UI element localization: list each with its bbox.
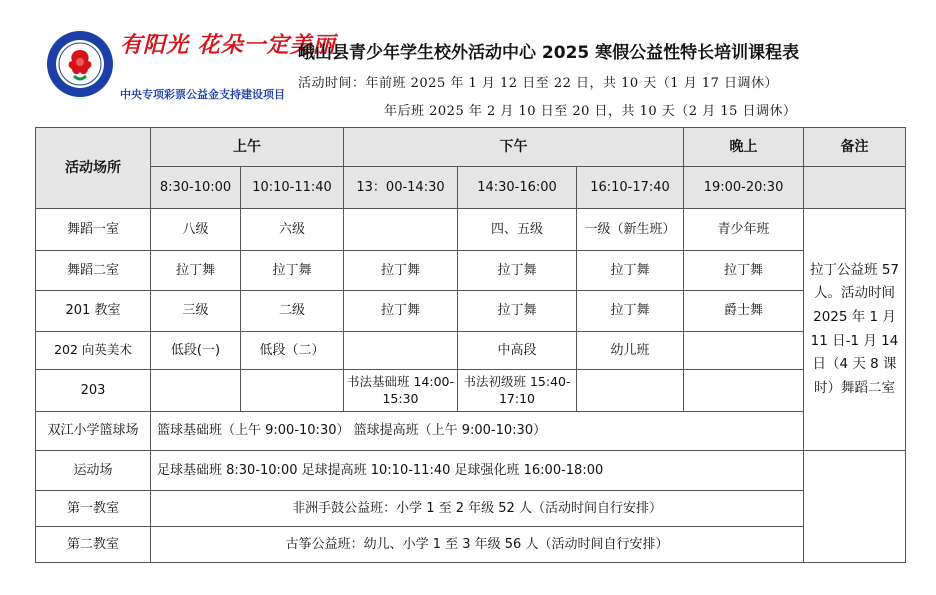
time-slot: 8:30-10:00 [151, 167, 241, 209]
class-cell: 低段(一) [151, 332, 241, 370]
venue-cell: 舞蹈二室 [36, 251, 151, 291]
class-cell: 拉丁舞 [344, 251, 458, 291]
class-cell [577, 370, 684, 412]
class-cell: 拉丁舞 [577, 291, 684, 332]
class-cell [344, 209, 458, 251]
class-cell [241, 370, 344, 412]
venue-cell: 202 向英美术 [36, 332, 151, 370]
class-cell: 三级 [151, 291, 241, 332]
schedule-table [35, 127, 906, 563]
class-cell: 青少年班 [684, 209, 804, 251]
table-row [36, 491, 906, 527]
venue-cell: 运动场 [36, 451, 151, 491]
venue-cell: 舞蹈一室 [36, 209, 151, 251]
activity-time-line-2: 年后班 2025 年 2 月 10 日至 20 日，共 10 天（2 月 15 日调休） [384, 104, 797, 119]
slogan: 有阳光 花朵一定美丽 [120, 33, 336, 58]
wide-class-cell: 非洲手鼓公益班：小学 1 至 2 年级 52 人（活动时间自行安排） [151, 491, 804, 527]
venue-header: 活动场所 [36, 128, 151, 209]
venue-cell: 203 [36, 370, 151, 412]
class-cell: 四、五级 [458, 209, 577, 251]
class-cell: 拉丁舞 [344, 291, 458, 332]
class-cell: 二级 [241, 291, 344, 332]
morning-header: 上午 [151, 128, 344, 167]
class-cell [344, 332, 458, 370]
venue-cell: 第二教室 [36, 527, 151, 563]
class-cell: 拉丁舞 [577, 251, 684, 291]
class-cell [684, 370, 804, 412]
class-cell: 爵士舞 [684, 291, 804, 332]
class-cell: 低段（二） [241, 332, 344, 370]
wide-class-cell: 古筝公益班：幼儿、小学 1 至 3 年级 56 人（活动时间自行安排） [151, 527, 804, 563]
venue-cell: 201 教室 [36, 291, 151, 332]
remarks-header: 备注 [804, 128, 906, 167]
remarks-subheader [804, 167, 906, 209]
class-cell: 拉丁舞 [151, 251, 241, 291]
remarks-empty-cell [804, 451, 906, 563]
table-row [36, 527, 906, 563]
evening-header: 晚上 [684, 128, 804, 167]
activity-time-line-1: 活动时间：年前班 2025 年 1 月 12 日至 22 日，共 10 天（1 月 17 日调休） [298, 76, 779, 91]
remarks-note: 拉丁公益班 57 人。活动时间 2025 年 1 月 11 日-1 月 14 日（4 天 8 课时）舞蹈二室 [804, 209, 906, 451]
class-cell: 拉丁舞 [684, 251, 804, 291]
time-slot: 19:00-20:30 [684, 167, 804, 209]
wide-class-cell: 足球基础班 8:30-10:00 足球提高班 10:10-11:40 足球强化班 16:00-18:00 [151, 451, 804, 491]
class-cell: 拉丁舞 [458, 291, 577, 332]
time-slot: 16:10-17:40 [577, 167, 684, 209]
sponsor-line: 中央专项彩票公益金支持建设项目 [120, 88, 285, 101]
table-row [36, 291, 906, 332]
class-cell: 书法初级班 15:40-17:10 [458, 370, 577, 412]
table-row [36, 451, 906, 491]
venue-cell: 第一教室 [36, 491, 151, 527]
class-cell: 六级 [241, 209, 344, 251]
class-cell: 书法基础班 14:00-15:30 [344, 370, 458, 412]
class-cell: 幼儿班 [577, 332, 684, 370]
page-title: 峨山县青少年学生校外活动中心 2025 寒假公益性特长培训课程表 [298, 43, 800, 63]
venue-cell: 双江小学篮球场 [36, 412, 151, 451]
afternoon-header: 下午 [344, 128, 684, 167]
table-row [36, 412, 906, 451]
wide-class-cell: 篮球基础班（上午 9:00-10:30） 篮球提高班（上午 9:00-10:30） [151, 412, 804, 451]
class-cell [684, 332, 804, 370]
class-cell: 拉丁舞 [241, 251, 344, 291]
time-slot: 14:30-16:00 [458, 167, 577, 209]
class-cell: 八级 [151, 209, 241, 251]
class-cell: 一级（新生班） [577, 209, 684, 251]
time-slot: 13：00-14:30 [344, 167, 458, 209]
table-row [36, 251, 906, 291]
time-slot: 10:10-11:40 [241, 167, 344, 209]
table-row [36, 370, 906, 412]
rose-flower-emblem-icon [46, 30, 114, 98]
table-row [36, 332, 906, 370]
class-cell: 拉丁舞 [458, 251, 577, 291]
table-row [36, 209, 906, 251]
class-cell: 中高段 [458, 332, 577, 370]
class-cell [151, 370, 241, 412]
